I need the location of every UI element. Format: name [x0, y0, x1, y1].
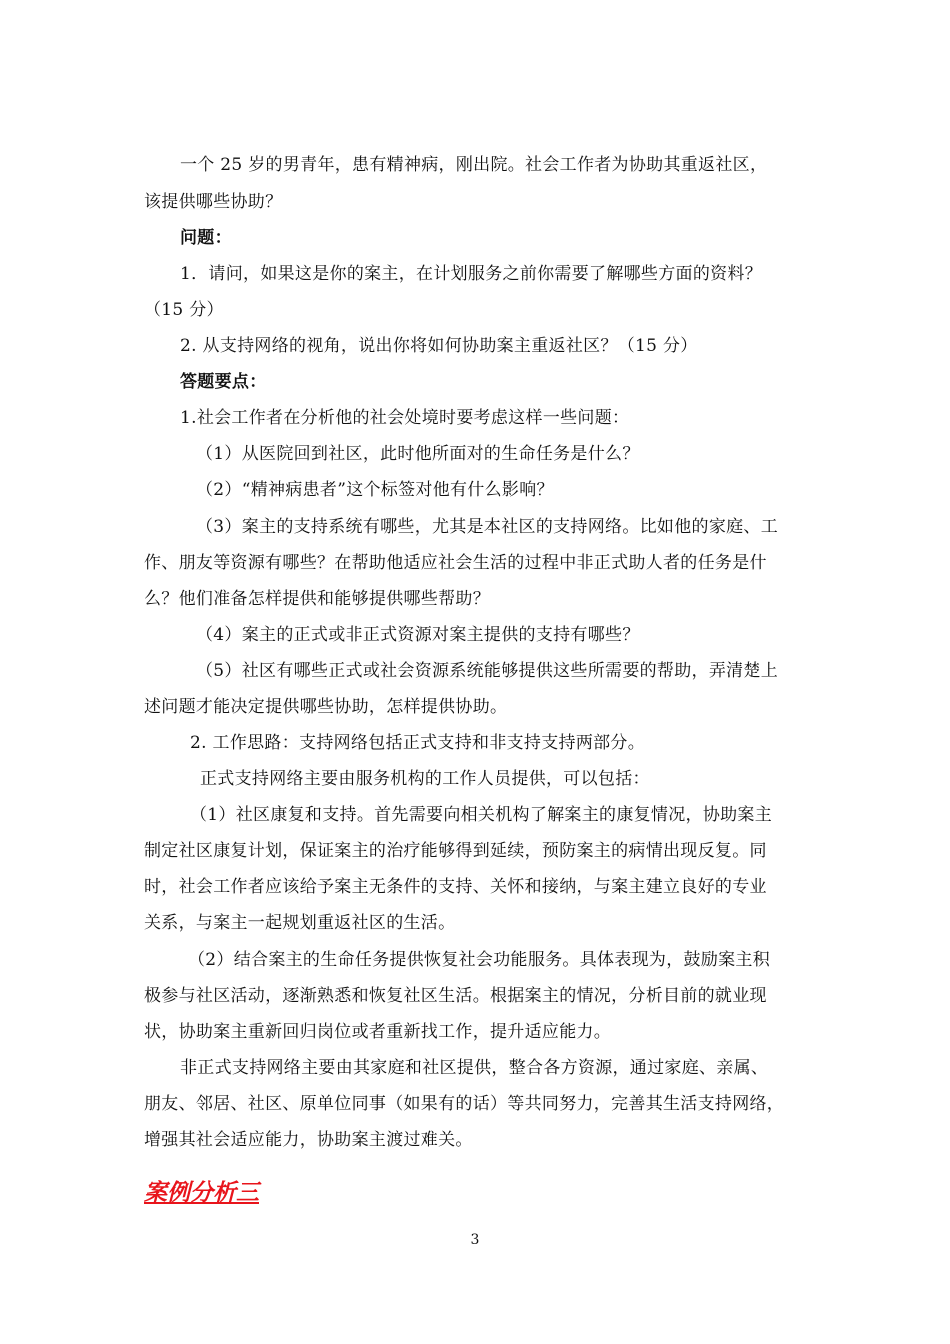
answer-point-line: 1.社会工作者在分析他的社会处境时要考虑这样一些问题：	[180, 408, 630, 428]
answer-point-line: 2. 工作思路：支持网络包括正式支持和非支持支持两部分。	[190, 733, 646, 753]
answer-point-line: 极参与社区活动，逐渐熟悉和恢复社区生活。根据案主的情况，分析目前的就业现	[144, 986, 767, 1006]
answer-point-line: 关系，与案主一起规划重返社区的生活。	[144, 913, 456, 933]
answer-point-line: 增强其社会适应能力，协助案主渡过难关。	[144, 1130, 473, 1150]
question-2: 2. 从支持网络的视角，说出你将如何协助案主重返社区？（15 分）	[180, 336, 698, 356]
answer-point-line: （3）案主的支持系统有哪些，尤其是本社区的支持网络。比如他的家庭、工	[196, 517, 779, 537]
answer-point-line: （5）社区有哪些正式或社会资源系统能够提供这些所需要的帮助，弄清楚上	[196, 661, 779, 681]
answer-point-line: 正式支持网络主要由服务机构的工作人员提供，可以包括：	[200, 769, 650, 789]
answer-point-line: （2）结合案主的生命任务提供恢复社会功能服务。具体表现为，鼓励案主积	[188, 950, 771, 970]
answer-point-line: （1）社区康复和支持。首先需要向相关机构了解案主的康复情况，协助案主	[190, 805, 773, 825]
answer-point-line: （1）从医院回到社区，此时他所面对的生命任务是什么？	[196, 444, 640, 464]
answer-point-line: 制定社区康复计划，保证案主的治疗能够得到延续，预防案主的病情出现反复。同	[144, 841, 767, 861]
answer-label: 答题要点：	[180, 372, 267, 392]
case-intro-line-2: 该提供哪些协助？	[144, 192, 283, 212]
answer-point-line: （4）案主的正式或非正式资源对案主提供的支持有哪些？	[196, 625, 640, 645]
page-number: 3	[470, 1232, 480, 1248]
questions-label: 问题：	[180, 228, 232, 248]
answer-point-line: 作、朋友等资源有哪些？在帮助他适应社会生活的过程中非正式助人者的任务是什	[144, 553, 767, 573]
question-1-line-1: 1．请问，如果这是你的案主，在计划服务之前你需要了解哪些方面的资料？	[180, 264, 763, 284]
answer-point-line: 朋友、邻居、社区、原单位同事（如果有的话）等共同努力，完善其生活支持网络，	[144, 1094, 785, 1114]
answer-point-line: 么？他们准备怎样提供和能够提供哪些帮助？	[144, 589, 490, 609]
answer-point-line: 非正式支持网络主要由其家庭和社区提供，整合各方资源，通过家庭、亲属、	[180, 1058, 769, 1078]
answer-point-line: （2）“精神病患者”这个标签对他有什么影响？	[196, 480, 554, 500]
answer-point-line: 状，协助案主重新回归岗位或者重新找工作，提升适应能力。	[144, 1022, 612, 1042]
case-intro-line-1: 一个 25 岁的男青年，患有精神病，刚出院。社会工作者为协助其重返社区，	[180, 155, 768, 175]
question-1-line-2: （15 分）	[144, 300, 224, 320]
answer-point-line: 述问题才能决定提供哪些协助，怎样提供协助。	[144, 697, 508, 717]
section-heading: 案例分析三	[144, 1179, 259, 1206]
answer-point-line: 时，社会工作者应该给予案主无条件的支持、关怀和接纳，与案主建立良好的专业	[144, 877, 767, 897]
